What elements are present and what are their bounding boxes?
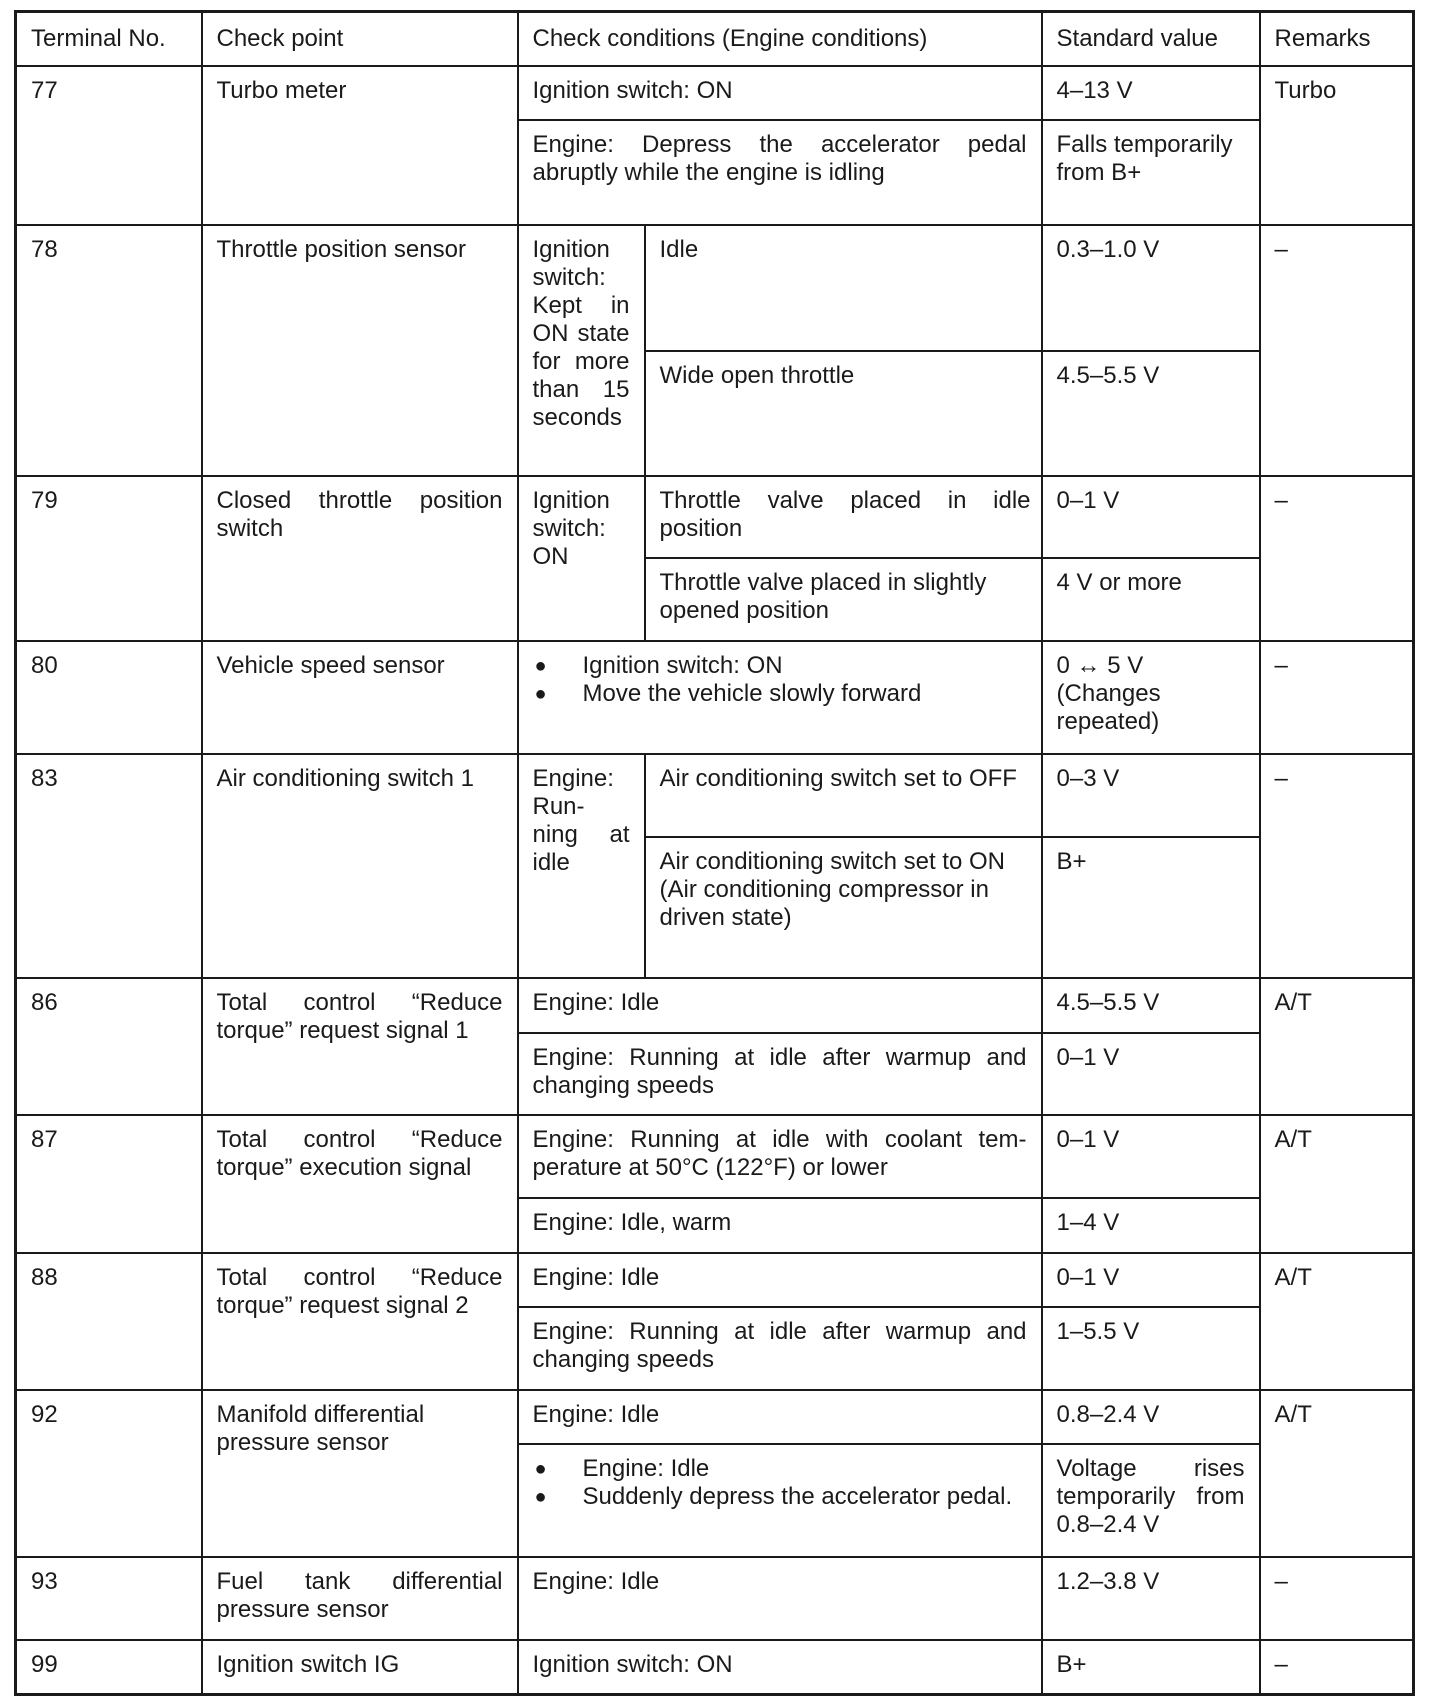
terminal-cell: 77 xyxy=(16,66,202,225)
table-row xyxy=(16,641,1414,754)
condition-group-cell: Ignition switch: ON xyxy=(518,476,645,641)
standard-value-cell: 1–5.5 V xyxy=(1042,1307,1260,1390)
terminal-cell: 86 xyxy=(16,978,202,1115)
remarks-cell: – xyxy=(1260,1557,1414,1640)
table-row xyxy=(16,1390,1414,1444)
check-point-cell: Throttle position sensor xyxy=(202,225,518,475)
remarks-cell: – xyxy=(1260,754,1414,978)
header-standard-value: Standard value xyxy=(1042,12,1260,67)
condition-cell xyxy=(518,1444,1042,1557)
check-point-cell: Total control “Reduce torque” request signal 1 xyxy=(202,978,518,1115)
header-check-point: Check point xyxy=(202,12,518,67)
condition-bullet: ● Suddenly depress the accelerator pedal. xyxy=(533,1483,1027,1511)
standard-value-cell: 0–3 V xyxy=(1042,754,1260,837)
condition-cell: Engine: Depress the accelerator pedal abruptly while the engine is idling xyxy=(518,120,1042,225)
condition-group-cell: Engine: Run-ning at idle xyxy=(518,754,645,978)
table-row xyxy=(16,66,1414,120)
condition-cell: Engine: Running at idle after warmup and changing speeds xyxy=(518,1033,1042,1116)
standard-value-cell: 0–1 V xyxy=(1042,1033,1260,1116)
table-row xyxy=(16,1640,1414,1695)
standard-value-cell: B+ xyxy=(1042,837,1260,978)
header-conditions: Check conditions (Engine conditions) xyxy=(518,12,1042,67)
remarks-cell: – xyxy=(1260,476,1414,641)
condition-cell: Idle xyxy=(645,225,1042,350)
condition-line: (Air conditioning compressor in driven state) xyxy=(659,875,989,931)
condition-cell: Engine: Idle xyxy=(518,1557,1042,1640)
standard-value-cell: 0 ↔ 5 V (Changes repeated) xyxy=(1042,641,1260,754)
condition-cell: Ignition switch: ON xyxy=(518,1640,1042,1695)
terminal-cell: 93 xyxy=(16,1557,202,1640)
condition-cell: Engine: Running at idle with coolant tem-perature at 50°C (122°F) or lower xyxy=(518,1115,1042,1198)
condition-line: Air conditioning switch set to ON xyxy=(659,847,1005,875)
condition-group-cell: Ignition switch: Kept in ON state for more than 15 seconds xyxy=(518,225,645,475)
table-row xyxy=(16,754,1414,837)
standard-value-cell: 0.3–1.0 V xyxy=(1042,225,1260,350)
header-row xyxy=(16,12,1414,67)
condition-bullet: ● Engine: Idle xyxy=(533,1455,1027,1483)
remarks-cell: Turbo xyxy=(1260,66,1414,225)
spec-table-sheet xyxy=(14,10,1412,1696)
remarks-cell: A/T xyxy=(1260,1253,1414,1390)
condition-cell: Air conditioning switch set to OFF xyxy=(645,754,1042,837)
check-point-cell: Ignition switch IG xyxy=(202,1640,518,1695)
terminal-cell: 99 xyxy=(16,1640,202,1695)
terminal-cell: 92 xyxy=(16,1390,202,1557)
remarks-cell: – xyxy=(1260,225,1414,475)
remarks-cell: A/T xyxy=(1260,978,1414,1115)
standard-value-cell: 4–13 V xyxy=(1042,66,1260,120)
condition-cell: Engine: Idle xyxy=(518,1390,1042,1444)
condition-cell: Throttle valve placed in idle position xyxy=(645,476,1042,559)
check-point-cell: Manifold differential pressure sensor xyxy=(202,1390,518,1557)
condition-bullet-list xyxy=(533,1455,1027,1511)
check-point-cell: Air conditioning switch 1 xyxy=(202,754,518,978)
check-point-cell: Total control “Reduce torque” execution signal xyxy=(202,1115,518,1252)
header-remarks: Remarks xyxy=(1260,12,1414,67)
table-row xyxy=(16,1253,1414,1307)
condition-cell: Throttle valve placed in slightly opened position xyxy=(645,558,1042,641)
remarks-cell: – xyxy=(1260,641,1414,754)
standard-value-cell: 4.5–5.5 V xyxy=(1042,978,1260,1032)
condition-cell: Engine: Running at idle after warmup and changing speeds xyxy=(518,1307,1042,1390)
standard-value-cell: Falls temporarily from B+ xyxy=(1042,120,1260,225)
remarks-cell: – xyxy=(1260,1640,1414,1695)
condition-cell: Engine: Idle xyxy=(518,978,1042,1032)
standard-value-cell: 0–1 V xyxy=(1042,1253,1260,1307)
condition-cell xyxy=(645,837,1042,978)
check-point-cell: Fuel tank differential pressure sensor xyxy=(202,1557,518,1640)
table-row xyxy=(16,1115,1414,1198)
standard-value-cell: Voltage rises temporarily from 0.8–2.4 V xyxy=(1042,1444,1260,1557)
standard-value-cell: 4.5–5.5 V xyxy=(1042,351,1260,476)
condition-cell: Ignition switch: ON xyxy=(518,66,1042,120)
condition-cell xyxy=(518,641,1042,754)
standard-value-cell: 0–1 V xyxy=(1042,1115,1260,1198)
condition-bullet: ● Move the vehicle slowly forward xyxy=(533,680,1027,708)
table-row xyxy=(16,978,1414,1032)
standard-value-cell: 1–4 V xyxy=(1042,1198,1260,1252)
terminal-cell: 83 xyxy=(16,754,202,978)
condition-cell: Wide open throttle xyxy=(645,351,1042,476)
standard-value-cell: 4 V or more xyxy=(1042,558,1260,641)
check-point-cell: Turbo meter xyxy=(202,66,518,225)
terminal-check-table xyxy=(14,10,1415,1696)
standard-value-cell: 1.2–3.8 V xyxy=(1042,1557,1260,1640)
check-point-cell: Total control “Reduce torque” request signal 2 xyxy=(202,1253,518,1390)
terminal-cell: 79 xyxy=(16,476,202,641)
standard-value-cell: B+ xyxy=(1042,1640,1260,1695)
condition-bullet: ● Ignition switch: ON xyxy=(533,652,1027,680)
terminal-cell: 78 xyxy=(16,225,202,475)
table-row xyxy=(16,476,1414,559)
standard-value-cell: 0.8–2.4 V xyxy=(1042,1390,1260,1444)
terminal-cell: 80 xyxy=(16,641,202,754)
table-row xyxy=(16,1557,1414,1640)
condition-cell: Engine: Idle, warm xyxy=(518,1198,1042,1252)
condition-cell: Engine: Idle xyxy=(518,1253,1042,1307)
standard-value-cell: 0–1 V xyxy=(1042,476,1260,559)
condition-bullet-list xyxy=(533,652,1027,708)
header-terminal: Terminal No. xyxy=(16,12,202,67)
check-point-cell: Vehicle speed sensor xyxy=(202,641,518,754)
terminal-cell: 87 xyxy=(16,1115,202,1252)
check-point-cell: Closed throttle position switch xyxy=(202,476,518,641)
table-row xyxy=(16,225,1414,350)
terminal-cell: 88 xyxy=(16,1253,202,1390)
remarks-cell: A/T xyxy=(1260,1390,1414,1557)
remarks-cell: A/T xyxy=(1260,1115,1414,1252)
